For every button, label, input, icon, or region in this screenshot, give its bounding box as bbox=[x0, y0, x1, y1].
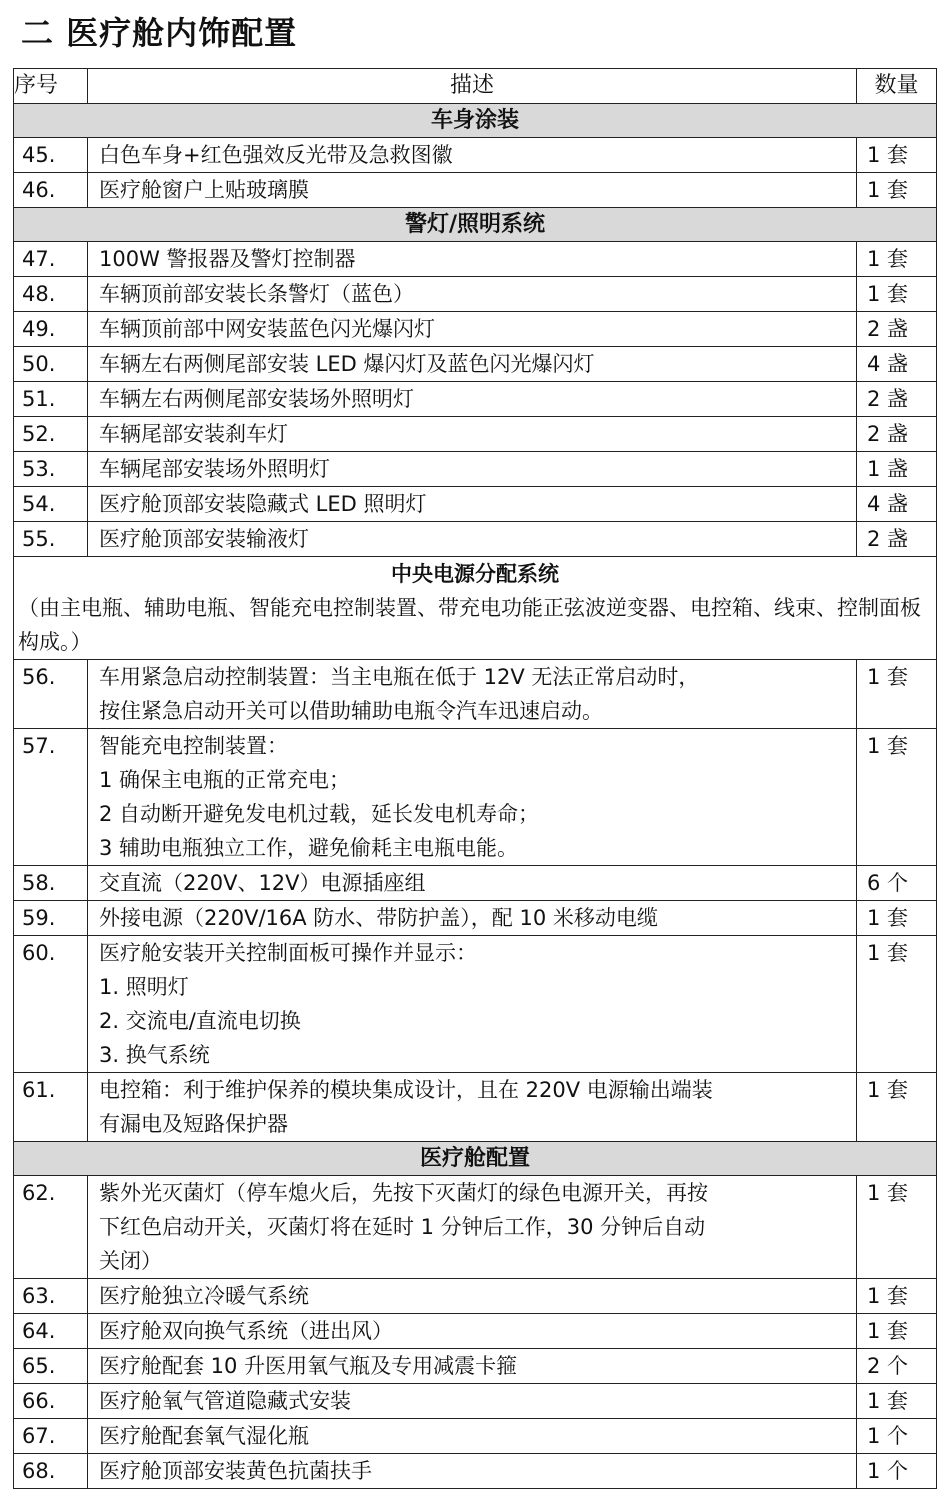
quantity-cell: 1 套 bbox=[857, 729, 937, 866]
description-line: 医疗舱双向换气系统（进出风） bbox=[99, 1319, 393, 1343]
serial-number-cell: 48. bbox=[14, 277, 88, 312]
serial-number-cell: 61. bbox=[14, 1073, 88, 1142]
description-cell bbox=[88, 1454, 857, 1489]
serial-number-cell: 66. bbox=[14, 1384, 88, 1419]
description-line: 医疗舱独立冷暖气系统 bbox=[99, 1284, 309, 1308]
description-line: 外接电源（220V/16A 防水、带防护盖），配 10 米移动电缆 bbox=[99, 906, 658, 930]
description-line: 医疗舱顶部安装输液灯 bbox=[99, 527, 309, 551]
description-cell bbox=[88, 1314, 857, 1349]
table-row bbox=[14, 277, 937, 312]
quantity-cell: 1 个 bbox=[857, 1454, 937, 1489]
section-header-row bbox=[14, 1142, 937, 1176]
description-cell bbox=[88, 1073, 857, 1142]
description-cell bbox=[88, 347, 857, 382]
header-serial-number: 序号 bbox=[14, 69, 88, 104]
serial-number-cell: 64. bbox=[14, 1314, 88, 1349]
quantity-cell: 1 套 bbox=[857, 1176, 937, 1279]
description-line: 车用紧急启动控制装置：当主电瓶在低于 12V 无法正常启动时， bbox=[99, 665, 700, 689]
table-row bbox=[14, 1314, 937, 1349]
description-cell bbox=[88, 729, 857, 866]
serial-number-cell: 54. bbox=[14, 487, 88, 522]
table-row bbox=[14, 382, 937, 417]
description-line: 医疗舱配套氧气湿化瓶 bbox=[99, 1424, 309, 1448]
description-line: 紫外光灭菌灯（停车熄火后，先按下灭菌灯的绿色电源开关，再按 bbox=[99, 1181, 708, 1205]
quantity-cell: 1 套 bbox=[857, 1073, 937, 1142]
table-row bbox=[14, 936, 937, 1073]
description-cell bbox=[88, 417, 857, 452]
description-cell bbox=[88, 866, 857, 901]
serial-number-cell: 47. bbox=[14, 242, 88, 277]
serial-number-cell: 50. bbox=[14, 347, 88, 382]
table-row bbox=[14, 1419, 937, 1454]
description-cell bbox=[88, 660, 857, 729]
description-cell bbox=[88, 312, 857, 347]
description-line: 1 确保主电瓶的正常充电； bbox=[99, 768, 351, 792]
table-row bbox=[14, 1279, 937, 1314]
quantity-cell: 1 套 bbox=[857, 660, 937, 729]
description-line: 按住紧急启动开关可以借助辅助电瓶令汽车迅速启动。 bbox=[99, 699, 603, 723]
quantity-cell: 2 盏 bbox=[857, 312, 937, 347]
table-row bbox=[14, 173, 937, 208]
description-cell bbox=[88, 1279, 857, 1314]
serial-number-cell: 65. bbox=[14, 1349, 88, 1384]
table-row bbox=[14, 1384, 937, 1419]
description-line: 车辆顶前部中网安装蓝色闪光爆闪灯 bbox=[99, 317, 435, 341]
description-cell bbox=[88, 1176, 857, 1279]
description-line: 2 自动断开避免发电机过载，延长发电机寿命； bbox=[99, 802, 540, 826]
document-title: 二 医疗舱内饰配置 bbox=[21, 14, 298, 52]
table-row bbox=[14, 312, 937, 347]
quantity-cell: 1 套 bbox=[857, 1384, 937, 1419]
section-note-cell bbox=[14, 557, 937, 660]
description-line: 白色车身+红色强效反光带及急救图徽 bbox=[99, 143, 453, 167]
table-header-row bbox=[14, 69, 937, 104]
table-body bbox=[14, 104, 937, 1489]
serial-number-cell: 46. bbox=[14, 173, 88, 208]
description-cell bbox=[88, 936, 857, 1073]
serial-number-cell: 68. bbox=[14, 1454, 88, 1489]
quantity-cell: 1 套 bbox=[857, 1314, 937, 1349]
section-title: 警灯/照明系统 bbox=[14, 208, 937, 242]
quantity-cell: 4 盏 bbox=[857, 347, 937, 382]
description-line: 智能充电控制装置： bbox=[99, 734, 288, 758]
quantity-cell: 1 套 bbox=[857, 1279, 937, 1314]
table-row bbox=[14, 1454, 937, 1489]
description-cell bbox=[88, 242, 857, 277]
serial-number-cell: 67. bbox=[14, 1419, 88, 1454]
description-line: 3 辅助电瓶独立工作，避免偷耗主电瓶电能。 bbox=[99, 836, 519, 860]
serial-number-cell: 59. bbox=[14, 901, 88, 936]
serial-number-cell: 63. bbox=[14, 1279, 88, 1314]
quantity-cell: 2 个 bbox=[857, 1349, 937, 1384]
description-line: 2. 交流电/直流电切换 bbox=[99, 1009, 301, 1033]
quantity-cell: 1 套 bbox=[857, 173, 937, 208]
description-line: 交直流（220V、12V）电源插座组 bbox=[99, 871, 426, 895]
header-quantity: 数量 bbox=[857, 69, 937, 104]
description-line: 3. 换气系统 bbox=[99, 1043, 210, 1067]
description-line: 关闭） bbox=[99, 1249, 162, 1273]
serial-number-cell: 55. bbox=[14, 522, 88, 557]
serial-number-cell: 56. bbox=[14, 660, 88, 729]
description-cell bbox=[88, 1419, 857, 1454]
quantity-cell: 6 个 bbox=[857, 866, 937, 901]
configuration-table bbox=[13, 68, 937, 1489]
description-line: 车辆尾部安装场外照明灯 bbox=[99, 457, 330, 481]
description-cell bbox=[88, 1384, 857, 1419]
table-row bbox=[14, 729, 937, 866]
description-cell bbox=[88, 173, 857, 208]
description-line: 电控箱：利于维护保养的模块集成设计，且在 220V 电源输出端装 bbox=[99, 1078, 713, 1102]
description-line: 有漏电及短路保护器 bbox=[99, 1112, 288, 1136]
serial-number-cell: 53. bbox=[14, 452, 88, 487]
quantity-cell: 1 盏 bbox=[857, 452, 937, 487]
table-row bbox=[14, 1349, 937, 1384]
description-cell bbox=[88, 277, 857, 312]
serial-number-cell: 45. bbox=[14, 138, 88, 173]
serial-number-cell: 51. bbox=[14, 382, 88, 417]
description-line: 医疗舱顶部安装隐藏式 LED 照明灯 bbox=[99, 492, 427, 516]
serial-number-cell: 62. bbox=[14, 1176, 88, 1279]
quantity-cell: 2 盏 bbox=[857, 417, 937, 452]
description-line: 医疗舱顶部安装黄色抗菌扶手 bbox=[99, 1459, 372, 1483]
table-row bbox=[14, 901, 937, 936]
section-title: 中央电源分配系统 bbox=[391, 562, 559, 586]
description-line: 1. 照明灯 bbox=[99, 975, 189, 999]
table-row bbox=[14, 347, 937, 382]
table-row bbox=[14, 487, 937, 522]
description-line: 车辆左右两侧尾部安装 LED 爆闪灯及蓝色闪光爆闪灯 bbox=[99, 352, 595, 376]
table-row bbox=[14, 417, 937, 452]
description-line: 医疗舱安装开关控制面板可操作并显示： bbox=[99, 941, 477, 965]
description-line: 医疗舱配套 10 升医用氧气瓶及专用减震卡箍 bbox=[99, 1354, 518, 1378]
table-row bbox=[14, 866, 937, 901]
table-row bbox=[14, 242, 937, 277]
section-title: 医疗舱配置 bbox=[14, 1142, 937, 1176]
description-cell bbox=[88, 1349, 857, 1384]
section-note-row bbox=[14, 557, 937, 660]
quantity-cell: 1 套 bbox=[857, 242, 937, 277]
section-description: （由主电瓶、辅助电瓶、智能充电控制装置、带充电功能正弦波逆变器、电控箱、线束、控制面板构成。） bbox=[18, 596, 921, 654]
description-cell bbox=[88, 522, 857, 557]
description-line: 医疗舱窗户上贴玻璃膜 bbox=[99, 178, 309, 202]
description-line: 下红色启动开关，灭菌灯将在延时 1 分钟后工作，30 分钟后自动 bbox=[99, 1215, 706, 1239]
description-line: 车辆左右两侧尾部安装场外照明灯 bbox=[99, 387, 414, 411]
description-line: 车辆顶前部安装长条警灯（蓝色） bbox=[99, 282, 414, 306]
description-line: 100W 警报器及警灯控制器 bbox=[99, 247, 356, 271]
table-row bbox=[14, 522, 937, 557]
description-cell bbox=[88, 138, 857, 173]
description-cell bbox=[88, 901, 857, 936]
quantity-cell: 2 盏 bbox=[857, 522, 937, 557]
quantity-cell: 4 盏 bbox=[857, 487, 937, 522]
quantity-cell: 1 套 bbox=[857, 138, 937, 173]
serial-number-cell: 58. bbox=[14, 866, 88, 901]
section-title: 车身涂装 bbox=[14, 104, 937, 138]
table-row bbox=[14, 452, 937, 487]
description-line: 医疗舱氧气管道隐藏式安装 bbox=[99, 1389, 351, 1413]
table-row bbox=[14, 1176, 937, 1279]
table-row bbox=[14, 660, 937, 729]
description-line: 车辆尾部安装刹车灯 bbox=[99, 422, 288, 446]
description-cell bbox=[88, 452, 857, 487]
description-cell bbox=[88, 382, 857, 417]
header-description: 描述 bbox=[88, 69, 857, 104]
table-row bbox=[14, 1073, 937, 1142]
quantity-cell: 1 套 bbox=[857, 277, 937, 312]
table-row bbox=[14, 138, 937, 173]
section-header-row bbox=[14, 208, 937, 242]
quantity-cell: 1 套 bbox=[857, 936, 937, 1073]
quantity-cell: 1 套 bbox=[857, 901, 937, 936]
serial-number-cell: 49. bbox=[14, 312, 88, 347]
quantity-cell: 2 盏 bbox=[857, 382, 937, 417]
serial-number-cell: 60. bbox=[14, 936, 88, 1073]
serial-number-cell: 57. bbox=[14, 729, 88, 866]
serial-number-cell: 52. bbox=[14, 417, 88, 452]
quantity-cell: 1 个 bbox=[857, 1419, 937, 1454]
description-cell bbox=[88, 487, 857, 522]
section-header-row bbox=[14, 104, 937, 138]
